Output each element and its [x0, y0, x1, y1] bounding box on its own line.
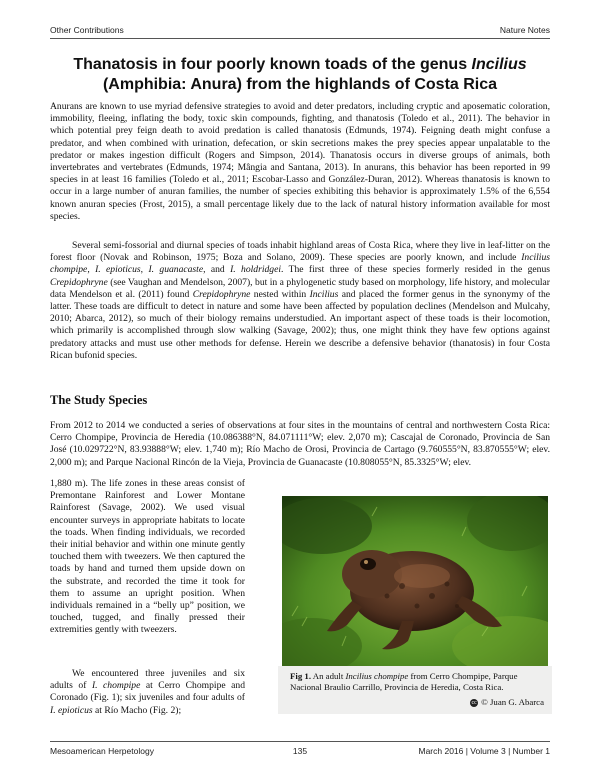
title-genus: Incilius [471, 56, 527, 73]
footer-rule [50, 741, 550, 742]
figure-caption: Fig 1. An adult Incilius chompipe from Cerro Chompipe, Parque Nacional Braulio Carrillo, Provincia de Heredia, Costa Rica. [290, 671, 518, 692]
title-line1: Thanatosis in four poorly known toads of the genus [73, 56, 472, 73]
article-title [60, 55, 540, 95]
title-line2: (Amphibia: Anura) from the highlands of Costa Rica [102, 76, 498, 93]
paragraph-intro: Anurans are known to use myriad defensive strategies to avoid and deter predators, including cryptic and aposematic coloration, immobility, fleeing, inflating the body, toxic skin compounds, fighting, and thanatosis (Toledo et al., 2011). The behavior in which potential prey feign death to avoid predation is called thanatosis (Edmunds, 1974). Feigning death might confuse a predator, and when combined with urination, defecation, or skin secretions makes the prey species appear unpalatable to the predator or makes ingestion difficult (Rogers and Simpson, 2014). Thanatosis occurs in diverse groups of animals, both invertebrates and vertebrates (Edmunds, 1974; Mângia and Santana, 2013). In anurans, this behavior has been reported in 99 species in at least 16 families (Toledo et al., 2011; Escobar-Lasso and González-Duran, 2012). Whereas thanatosis is known to occur in a large number of anuran families, the number of species exhibiting this behavior is approximately 1.5% of the 6,554 known anuran species (Frost, 2015), a small percentage likely due to the lack of natural history information available for most species. [50, 101, 550, 222]
toad-photo [282, 496, 548, 666]
paragraph-results: We encountered three juveniles and six adults of I. chompipe at Cerro Chompipe and Coronado (Fig. 1); six juveniles and four adults of I. epioticus at Río Macho (Fig. 2); [50, 668, 245, 716]
header-rule [50, 38, 550, 39]
journal-section-label: Other Contributions [50, 25, 124, 35]
paragraph-study-sites: From 2012 to 2014 we conducted a series of observations at four sites in the mountains of central and northwestern Costa Rica: Cerro Chompipe, Provincia de Heredia (10.086388°N, 84.071111°W; elev. 2,070 m); Cascajal de Coronado, Provincia de San José (10.029722°N, 83.93888°W; elev. 1,740 m); Río Macho de Orosi, Provincia de Cartago (9.760555°N, 83.870555°W; elev. 2,000 m); and Parque Nacional Rincón de la Vieja, Provincia de Guanacaste (10.808055°N, 85.3325°W; elev. [50, 420, 550, 468]
issue-info: March 2016 | Volume 3 | Number 1 [418, 746, 550, 756]
journal-name: Mesoamerican Herpetology [50, 746, 154, 756]
section-heading: The Study Species [50, 393, 148, 407]
cc-icon: cc [471, 699, 477, 706]
article-type-label: Nature Notes [499, 25, 550, 35]
paragraph-species-overview: Several semi-fossorial and diurnal species of toads inhabit highland areas of Costa Rica, where they live in leaf-litter on the forest floor (Novak and Robinson, 1975; Boza and Solano, 2009). These species are poorly known, and include Incilius chompipe, I. epioticus, I. guanacaste, and I. holdridgei. The first three of these species formerly resided in the genus Crepidophryne (see Vaughan and Mendelson, 2007), but in a phylogenetic study based on morphology, life history, and molecular data Mendelson et al. (2011) found Crepidophryne nested within Incilius and placed the former genus in the synonymy of the latter. These toads are difficult to detect in nature and some have been affected by population declines (Mendelson and Mulcahy, 2010; Abarca, 2012), so much of their biology remains understudied. An important aspect of these toads is their locomotion, which primarily is accomplished through slow walking (Savage, 2002); thus, one might think they have few options against predatory attacks and must use other methods for defense. Herein we describe a defensive behavior (thanatosis) in four Costa Rican bufonid species. [50, 240, 550, 361]
paragraph-methods: 1,880 m). The life zones in these areas consist of Premontane Rainforest and Lower Montane Rainforest (Savage, 2002). We used visual encounter surveys in appropriate habitats to locate the toads. When finding individuals, we recorded their initial behavior and within one minute gently touched them with tweezers. We then captured the toads by hand and turned them upside down on the substrate, and recorded the time it took for them to assume an upright position. When individuals remained in a “belly up” position, we touched, tugged, and finally pressed their extremities gently with tweezers. [50, 478, 245, 636]
page-number: 135 [292, 746, 308, 756]
photo-credit: cc © Juan G. Abarca [471, 697, 544, 707]
